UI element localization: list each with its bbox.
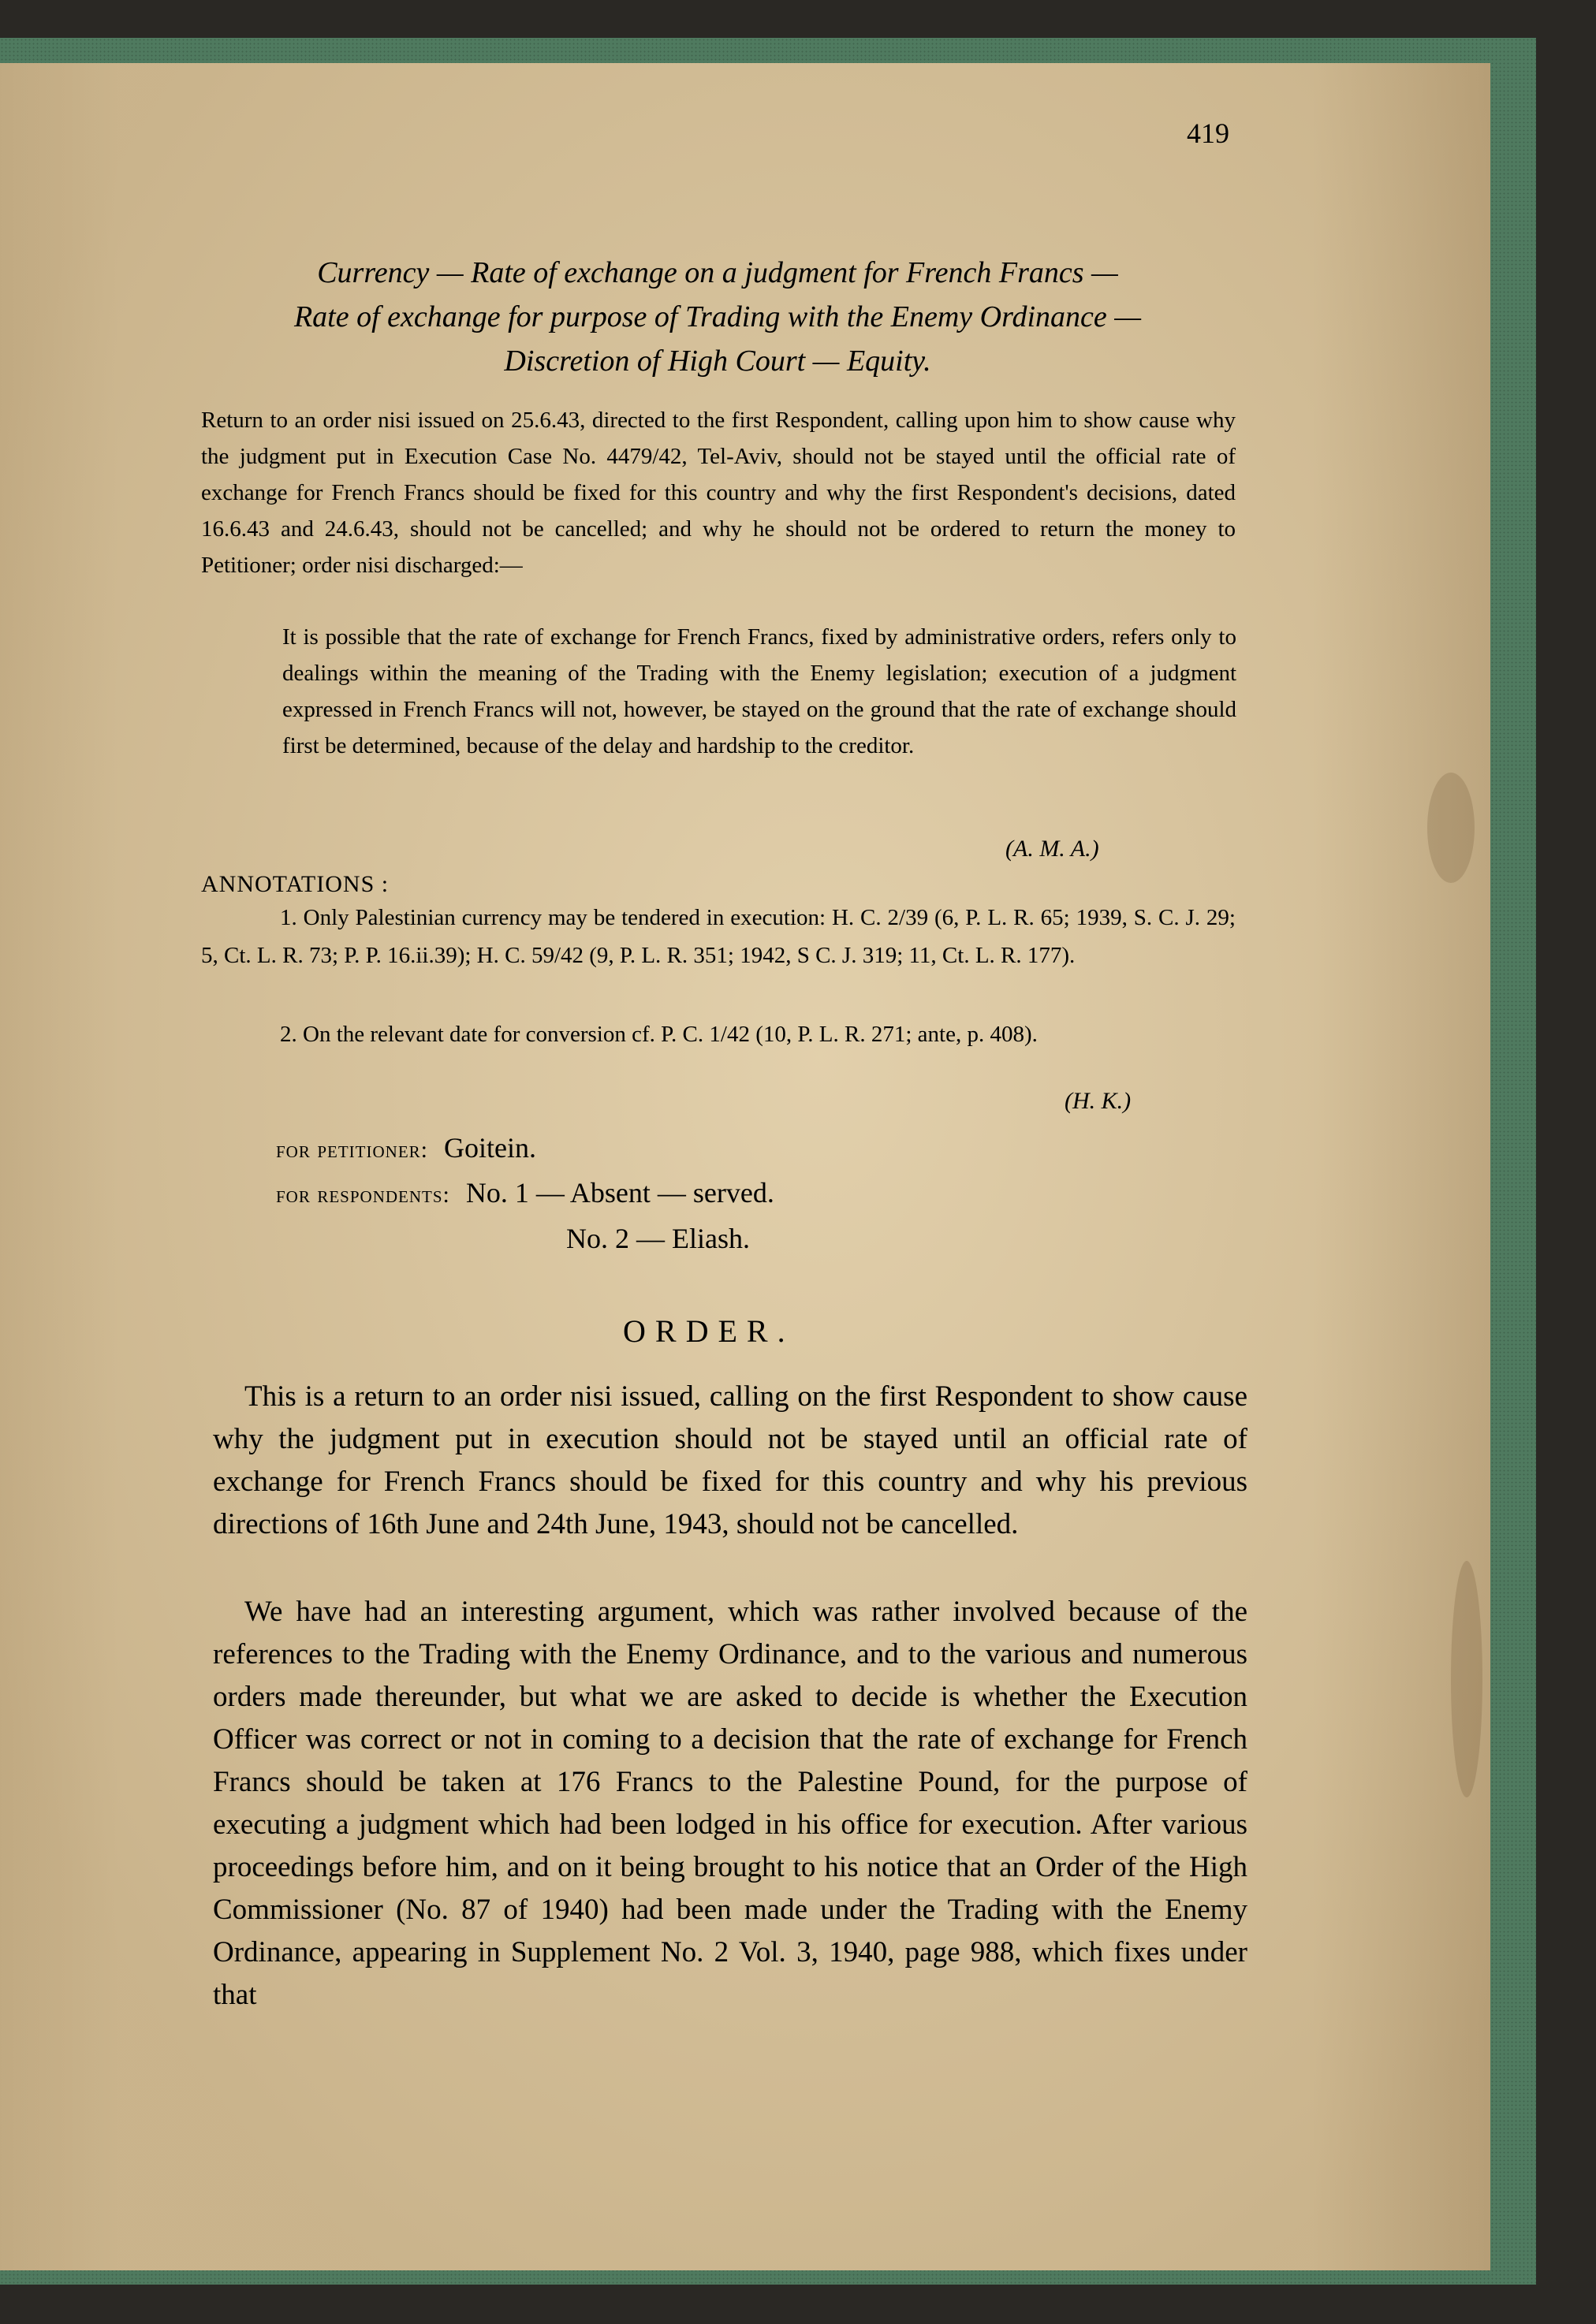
annotation-text: 1. Only Palestinian currency may be tendered in execution: H. C. 2/39 (6, P. L. R. 65; 1939, S. C. J. 29; 5, Ct. L. R. 73; P. P. 16.ii.39); H. C. 59/42 (9, P. L. R. 351; 1942, S C. J. 319; 11, Ct. L. R. 177).: [201, 905, 1236, 968]
annotation-text: 2. On the relevant date for conversion cf. P. C. 1/42 (10, P. L. R. 271; ante, p. 408).: [280, 1022, 1038, 1047]
case-holding: It is possible that the rate of exchange for French Francs, fixed by administrative orders, refers only to dealings within the meaning of the Trading with the Enemy legislation; execution of a judgment expressed in French Francs will not, however, be stayed on the ground that the rate of exchange should first be determined, because of the delay and hardship to the creditor.: [282, 624, 1236, 758]
counsel-label: for petitioner:: [276, 1137, 429, 1163]
paper-stain: [1427, 773, 1475, 883]
counsel-name: Goitein.: [444, 1132, 536, 1164]
annotation-item: [201, 1015, 1236, 1053]
case-summary: Return to an order nisi issued on 25.6.43, directed to the first Respondent, calling upon him to show cause why the judgment put in Execution Case No. 4479/42, Tel-Aviv, should not be stayed until the official rate of exchange for French Francs should be fixed for this country and why the first Respondent's decisions, dated 16.6.43 and 24.6.43, should not be cancelled; and why he should not be ordered to return the money to Petitioner; order nisi discharged:—: [201, 408, 1236, 578]
headnote: [197, 251, 1238, 383]
counsel-petitioner: [276, 1131, 536, 1164]
counsel-respondents: [276, 1176, 774, 1209]
headnote-line: Rate of exchange for purpose of Trading with the Enemy Ordinance —: [293, 300, 1142, 333]
order-paragraph: We have had an interesting argument, which was rather involved because of the references to the Trading with the Enemy Ordinance, and to the various and numerous orders made thereunder, but what we are asked to decide is whether the Execution Officer was correct or not in coming to a decision that the rate of exchange for French Francs should be taken at 176 Francs to the Palestine Pound, for the purpose of executing a judgment which had been lodged in his office for execution. After various proceedings before him, and on it being brought to his notice that an Order of the High Commissioner (No. 87 of 1940) had been made under the Trading with the Enemy Ordinance, appearing in Supplement No. 2 Vol. 3, 1940, page 988, which fixes under that: [213, 1596, 1247, 2011]
annotator-initials: (H. K.): [1065, 1088, 1132, 1114]
annotation-item: [201, 899, 1236, 974]
headnote-line: Discretion of High Court — Equity.: [504, 345, 931, 378]
counsel-name: No. 1 — Absent — served.: [465, 1177, 774, 1209]
annotations-heading: ANNOTATIONS :: [201, 871, 390, 897]
order-paragraph: This is a return to an order nisi issued, calling on the first Respondent to show cause why the judgment put in execution should not be stayed until an official rate of exchange for French Francs should be fixed for this country and why his previous directions of 16th June and 24th June, 1943, should not be cancelled.: [213, 1380, 1247, 1540]
page-number: 419: [1187, 117, 1229, 149]
paper-stain: [1451, 1561, 1482, 1797]
counsel-respondent-2: [566, 1222, 750, 1255]
counsel-label: for respondents:: [276, 1182, 450, 1208]
order-heading: ORDER.: [623, 1313, 795, 1349]
reporter-initials: (A. M. A.): [1005, 836, 1099, 862]
headnote-line: Currency — Rate of exchange on a judgment for French Francs —: [317, 256, 1118, 289]
counsel-name: No. 2 — Eliash.: [566, 1223, 750, 1254]
